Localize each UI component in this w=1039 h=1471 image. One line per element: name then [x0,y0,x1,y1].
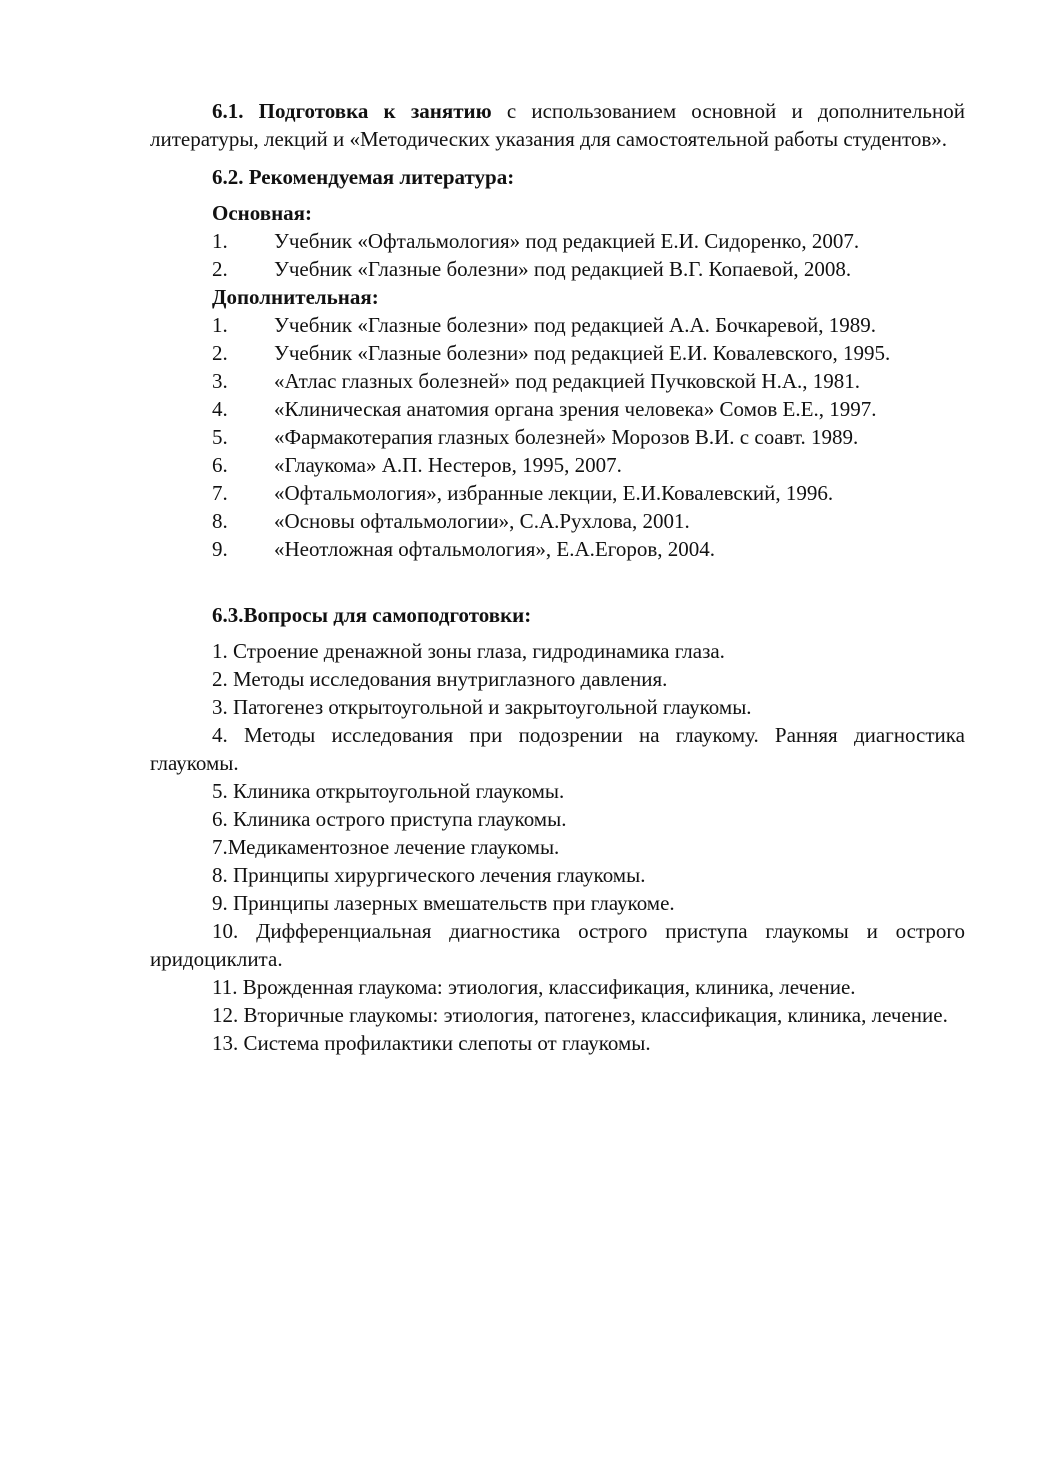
section-6-1-heading: 6.1. Подготовка к занятию [212,99,492,123]
section-6-1-text: с использованием основной и дополнительной литературы, лекций и «Методических указания для самостоятельной работы студентов». [150,99,965,151]
question-item: 13. Система профилактики слепоты от глаукомы. [212,1031,651,1055]
item-number: 8. [212,509,228,533]
questions-list [150,637,965,1057]
question-item: 10. Дифференциальная диагностика острого приступа глаукомы и острого иридоциклита. [150,919,965,971]
item-number: 6. [212,453,228,477]
item-number: 1. [212,313,228,337]
list-item [150,367,965,395]
list-item [150,479,965,507]
list-item [150,255,965,283]
question-item: 8. Принципы хирургического лечения глаукомы. [212,863,646,887]
section-6-3-heading: 6.3.Вопросы для самоподготовки: [212,603,532,627]
list-item [150,451,965,479]
item-text: «Атлас глазных болезней» под редакцией Пучковской Н.А., 1981. [274,369,860,393]
list-item [150,535,965,563]
item-text: «Основы офтальмологии», С.А.Рухлова, 2001. [274,509,690,533]
list-item [150,423,965,451]
question-item: 9. Принципы лазерных вмешательств при глаукоме. [212,891,675,915]
document-page [150,97,965,1057]
item-text: Учебник «Глазные болезни» под редакцией В.Г. Копаевой, 2008. [274,257,852,281]
list-item [150,339,965,367]
extra-literature-list [150,311,965,563]
list-item [150,227,965,255]
question-item: 7.Медикаментозное лечение глаукомы. [212,835,560,859]
item-text: «Неотложная офтальмология», Е.А.Егоров, 2004. [274,537,715,561]
item-text: Учебник «Глазные болезни» под редакцией А.А. Бочкаревой, 1989. [274,313,876,337]
question-item: 11. Врожденная глаукома: этиология, классификация, клиника, лечение. [212,975,856,999]
item-text: «Клиническая анатомия органа зрения человека» Сомов Е.Е., 1997. [274,397,877,421]
spacer [150,563,965,591]
item-text: «Фармакотерапия глазных болезней» Морозов В.И. с соавт. 1989. [274,425,859,449]
main-literature-label: Основная: [212,201,313,225]
list-item [150,311,965,339]
extra-literature-label: Дополнительная: [212,285,379,309]
item-text: Учебник «Офтальмология» под редакцией Е.И. Сидоренко, 2007. [274,229,860,253]
question-item: 12. Вторичные глаукомы: этиология, патогенез, классификация, клиника, лечение. [212,1003,948,1027]
item-number: 2. [212,341,228,365]
item-number: 4. [212,397,228,421]
item-number: 2. [212,257,228,281]
item-number: 1. [212,229,228,253]
question-item: 5. Клиника открытоугольной глаукомы. [212,779,565,803]
item-number: 9. [212,537,228,561]
section-6-2-heading: 6.2. Рекомендуемая литература: [212,165,515,189]
item-number: 7. [212,481,228,505]
question-item: 6. Клиника острого приступа глаукомы. [212,807,567,831]
section-6-1-paragraph [150,97,965,153]
question-item: 1. Строение дренажной зоны глаза, гидродинамика глаза. [212,639,725,663]
item-text: «Глаукома» А.П. Нестеров, 1995, 2007. [274,453,622,477]
item-text: «Офтальмология», избранные лекции, Е.И.Ковалевский, 1996. [274,481,834,505]
item-number: 3. [212,369,228,393]
list-item [150,507,965,535]
list-item [150,395,965,423]
question-item: 3. Патогенез открытоугольной и закрытоугольной глаукомы. [212,695,752,719]
item-text: Учебник «Глазные болезни» под редакцией Е.И. Ковалевского, 1995. [274,341,891,365]
main-literature-list [150,227,965,283]
question-item: 4. Методы исследования при подозрении на глаукому. Ранняя диагностика глаукомы. [150,723,965,775]
item-number: 5. [212,425,228,449]
question-item: 2. Методы исследования внутриглазного давления. [212,667,668,691]
